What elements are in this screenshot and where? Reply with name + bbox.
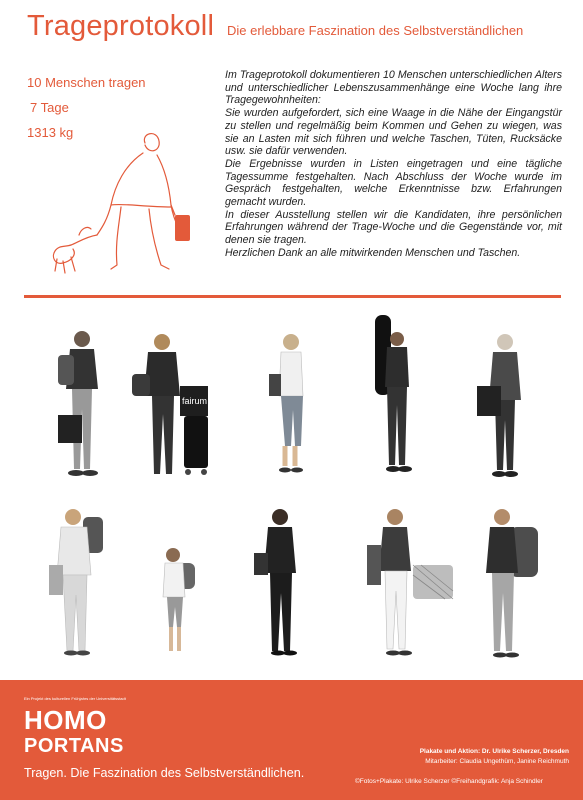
poster-subtitle: Die erlebbare Faszination des Selbstverständlichen: [227, 23, 524, 38]
intro-paragraph: Die Ergebnisse wurden in Listen eingetragen und eine tägliche Tagessumme festgehalten. Nach Abschluss der Woche wurde im Gespräch festgehalten, welche Erkenntnisse bzw. Erfahrungen gemacht wurden.: [225, 157, 562, 209]
person-photo: [480, 505, 545, 670]
footer-logo-homo: HOMO: [24, 705, 107, 735]
person-photo: [155, 545, 200, 665]
person-photo: [50, 325, 110, 485]
footer-small-note: Ein Projekt des kulturellen Frühjahrs der Universitätsstadt: [24, 696, 126, 701]
credit-line: ©Fotos+Plakate: Ulrike Scherzer ©Freihandgrafik: Anja Schindler: [355, 778, 543, 785]
photo-grid: [0, 310, 583, 670]
footer-credits: [420, 747, 569, 767]
person-photo: [475, 330, 535, 490]
line-drawing-illustration: [45, 125, 205, 285]
poster-title: Trageprotokoll: [27, 10, 215, 42]
footer-logo-portans: PORTANS: [24, 735, 124, 757]
person-photo: [130, 330, 225, 490]
red-bag-icon: [175, 215, 190, 241]
credit-line: Mitarbeiter: Claudia Ungethüm, Janine Reichmuth: [425, 758, 569, 765]
intro-text: [225, 69, 562, 260]
footer-banner: [0, 680, 583, 800]
credit-line: Plakate und Aktion: Dr. Ulrike Scherzer, Dresden: [419, 748, 569, 755]
stat-days: 7 Tage: [30, 100, 69, 115]
intro-paragraph: Herzlichen Dank an alle mitwirkenden Menschen und Taschen.: [225, 246, 521, 259]
person-photo: [45, 505, 110, 665]
bag-label: fairum: [182, 396, 208, 406]
intro-paragraph: In dieser Ausstellung stellen wir die Kandidaten, ihre persönlichen Erfahrungen während der Trage-Woche und die Gegenstände vor, mit denen sie tragen.: [225, 208, 562, 247]
intro-paragraph: Im Trageprotokoll dokumentieren 10 Menschen unterschiedlichen Alters und unterschiedlicher Lebenszusammenhänge eine Woche lang ihre Tragegewohnheiten:: [225, 69, 562, 107]
stat-people: 10 Menschen tragen: [27, 75, 146, 90]
person-photo: [265, 330, 315, 490]
person-photo: [365, 315, 420, 485]
stat-weight: 1313 kg: [27, 125, 74, 140]
person-photo: [365, 505, 460, 670]
person-photo: [250, 505, 310, 665]
footer-tagline: Tragen. Die Faszination des Selbstverständlichen.: [24, 766, 305, 780]
intro-paragraph: Sie wurden aufgefordert, sich eine Waage in die Nähe der Eingangstür zu stellen und regelmäßig beim Kommen und Gehen zu wiegen, was sie an Lasten mit sich führen und welche Taschen, Tüten, Rucksäcke usw. sie dafür verwenden.: [225, 107, 562, 158]
divider-rule: [24, 295, 561, 298]
